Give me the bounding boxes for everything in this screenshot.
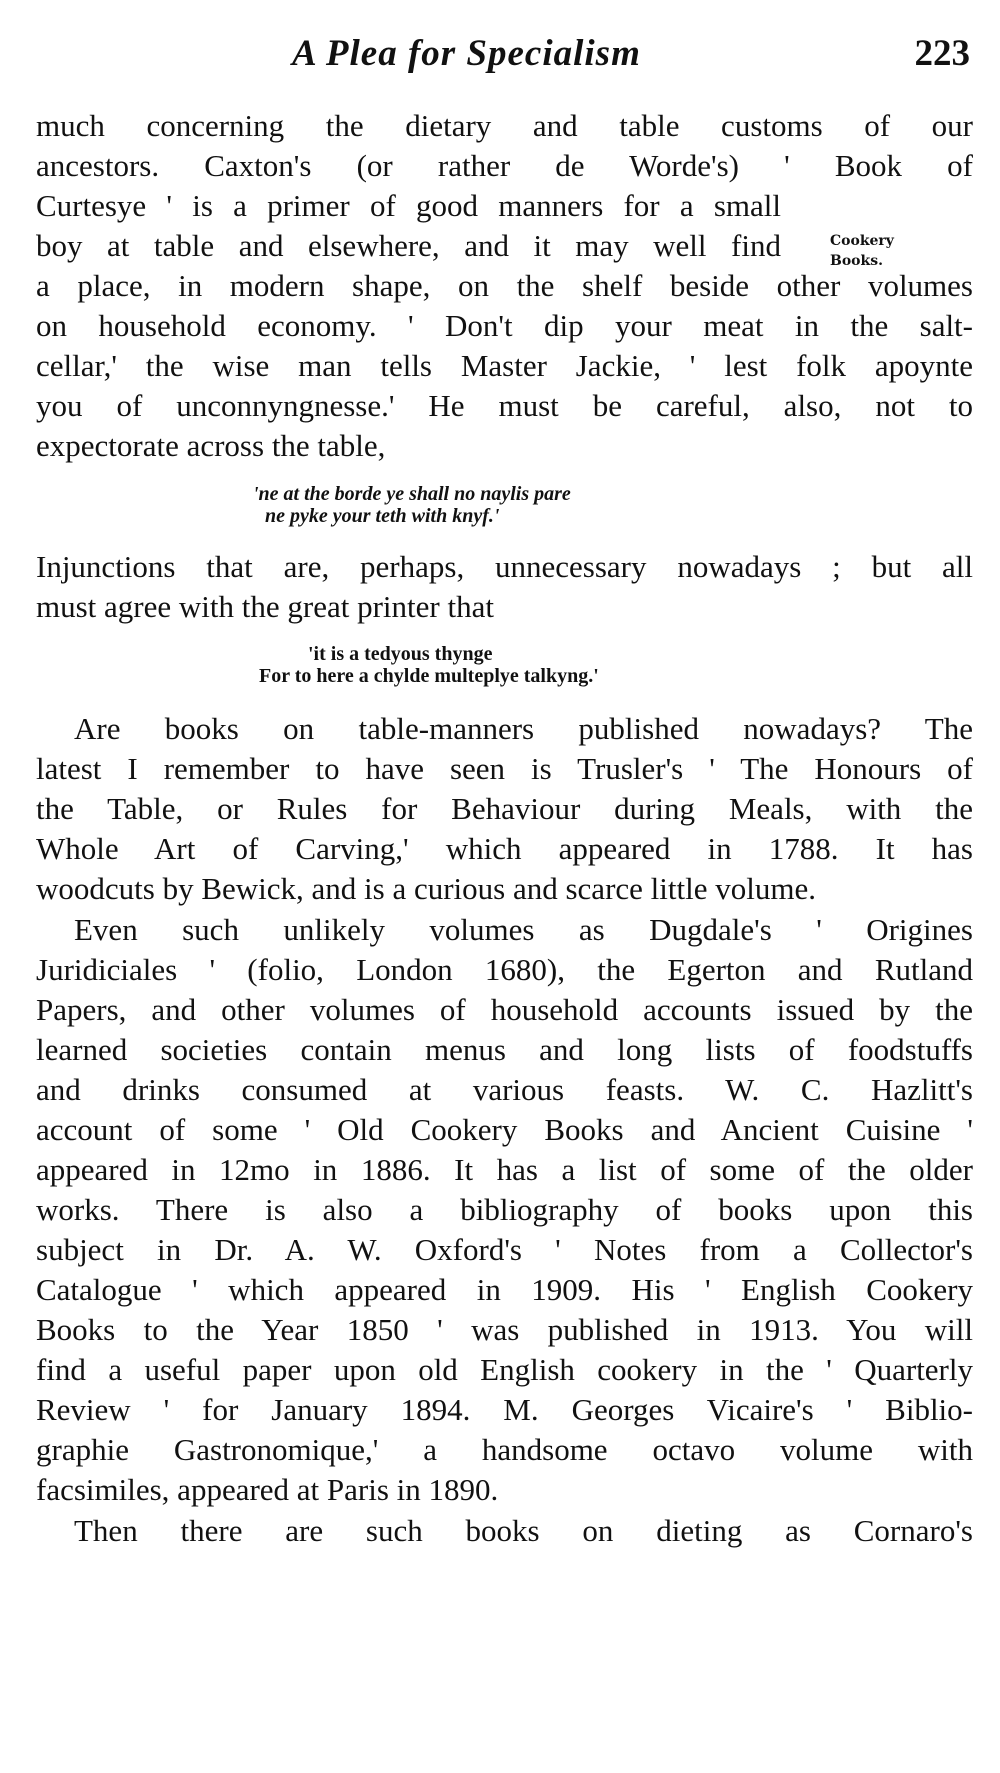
text-line: Books to the Year 1850 ' was published in 1913. You will bbox=[36, 1312, 973, 1347]
text-line: the Table, or Rules for Behaviour during Meals, with the bbox=[36, 791, 973, 826]
text-line: Are books on table-manners published nowadays? The bbox=[74, 711, 973, 746]
quote-line: 'it is a tedyous thynge bbox=[308, 643, 493, 665]
margin-note-line: Cookery bbox=[830, 233, 894, 249]
text-line: appeared in 12mo in 1886. It has a list of some of the older bbox=[36, 1152, 973, 1187]
text-line: Injunctions that are, perhaps, unnecessary nowadays ; but all bbox=[36, 549, 973, 584]
text-line: Catalogue ' which appeared in 1909. His ' English Cookery bbox=[36, 1272, 973, 1307]
text-line: much concerning the dietary and table customs of our bbox=[36, 108, 973, 143]
text-line: on household economy. ' Don't dip your meat in the salt- bbox=[36, 308, 973, 343]
text-line: Whole Art of Carving,' which appeared in 1788. It has bbox=[36, 831, 973, 866]
text-line: expectorate across the table, bbox=[36, 428, 386, 463]
text-line: boy at table and elsewhere, and it may well find bbox=[36, 228, 781, 263]
text-line: find a useful paper upon old English cookery in the ' Quarterly bbox=[36, 1352, 973, 1387]
quote-line: For to here a chylde multeplye talkyng.' bbox=[259, 665, 599, 687]
text-line: and drinks consumed at various feasts. W. C. Hazlitt's bbox=[36, 1072, 973, 1107]
text-line: graphie Gastronomique,' a handsome octavo volume with bbox=[36, 1432, 973, 1467]
text-line: Then there are such books on dieting as Cornaro's bbox=[74, 1513, 973, 1548]
text-line: Papers, and other volumes of household accounts issued by the bbox=[36, 992, 973, 1027]
text-line: Review ' for January 1894. M. Georges Vicaire's ' Biblio- bbox=[36, 1392, 973, 1427]
text-line: latest I remember to have seen is Trusler's ' The Honours of bbox=[36, 751, 973, 786]
page-header bbox=[0, 20, 1000, 80]
text-line: subject in Dr. A. W. Oxford's ' Notes from a Collector's bbox=[36, 1232, 973, 1267]
running-title: A Plea for Specialism bbox=[292, 33, 641, 74]
text-line: you of unconnyngnesse.' He must be careful, also, not to bbox=[36, 388, 973, 423]
text-line: must agree with the great printer that bbox=[36, 589, 494, 624]
quote-line: 'ne at the borde ye shall no naylis pare bbox=[253, 483, 571, 505]
text-line: a place, in modern shape, on the shelf beside other volumes bbox=[36, 268, 973, 303]
text-line: ancestors. Caxton's (or rather de Worde's) ' Book of bbox=[36, 148, 973, 183]
text-line: account of some ' Old Cookery Books and Ancient Cuisine ' bbox=[36, 1112, 973, 1147]
text-line: Juridiciales ' (folio, London 1680), the Egerton and Rutland bbox=[36, 952, 973, 987]
text-line: woodcuts by Bewick, and is a curious and scarce little volume. bbox=[36, 871, 816, 906]
margin-note-line: Books. bbox=[830, 253, 883, 269]
text-line: Curtesye ' is a primer of good manners for a small bbox=[36, 188, 781, 223]
text-line: facsimiles, appeared at Paris in 1890. bbox=[36, 1472, 499, 1507]
text-line: Even such unlikely volumes as Dugdale's ' Origines bbox=[74, 912, 973, 947]
text-line: learned societies contain menus and long lists of foodstuffs bbox=[36, 1032, 973, 1067]
text-line: works. There is also a bibliography of books upon this bbox=[36, 1192, 973, 1227]
page-number: 223 bbox=[914, 33, 970, 74]
margin-note bbox=[830, 231, 940, 271]
quote-line: ne pyke your teth with knyf.' bbox=[265, 505, 500, 527]
text-line: cellar,' the wise man tells Master Jackie, ' lest folk apoynte bbox=[36, 348, 973, 383]
